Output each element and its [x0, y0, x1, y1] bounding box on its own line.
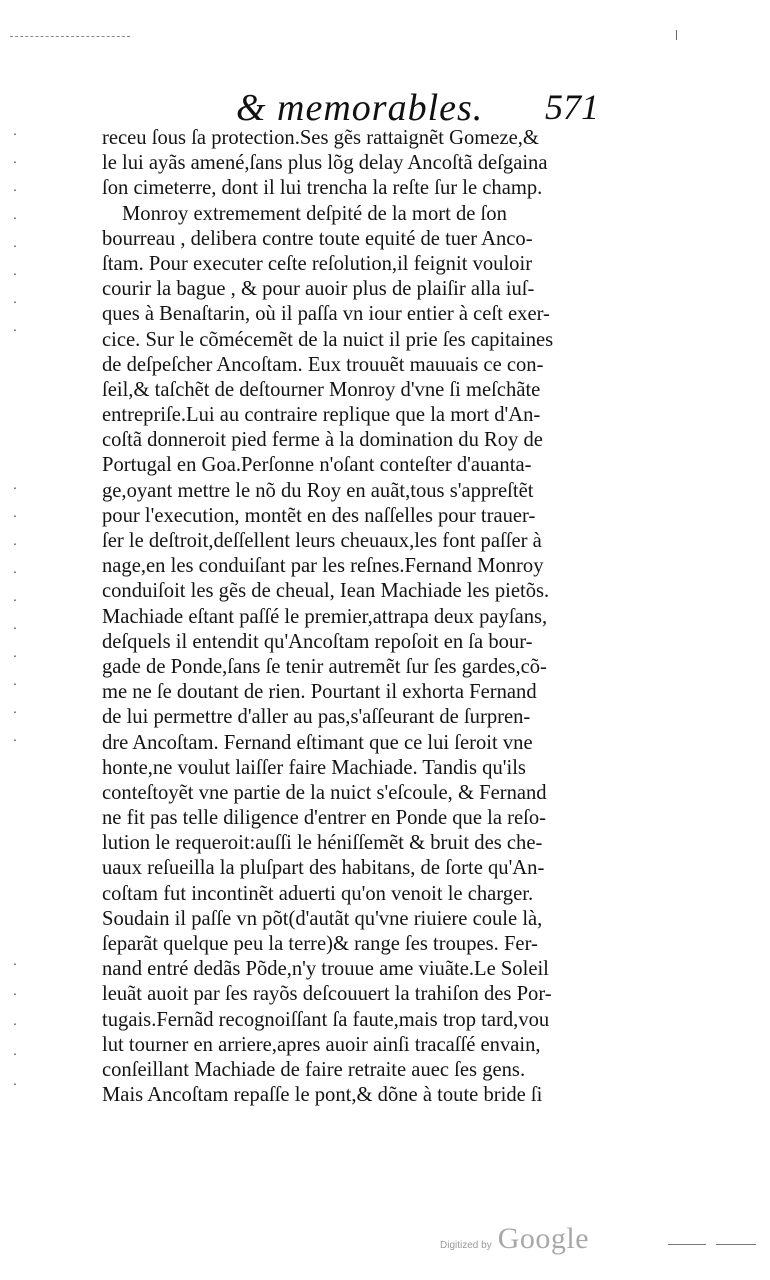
margin-mark: ·: [12, 650, 18, 665]
margin-mark: ·: [12, 538, 18, 553]
text-line: de lui permettre d'aller au pas,s'aſſeurant de ſurpren-: [102, 706, 531, 729]
text-line: ſeparãt quelque peu la terre)& range ſes troupes. Fer-: [102, 933, 538, 955]
scan-edge-mark: [10, 36, 130, 37]
margin-mark: ·: [12, 482, 18, 497]
text-line: cice. Sur le cõmécemẽt de la nuict il prie ſes capitaines: [102, 328, 554, 351]
text-line: Portugal en Goa.Perſonne n'oſant conteſter d'auanta-: [102, 454, 532, 477]
text-line: uaux reſueilla la pluſpart des habitans, de ſorte qu'An-: [102, 857, 545, 880]
google-logo: Google: [497, 1222, 590, 1255]
text-line: gade de Ponde,ſans ſe tenir autremẽt ſur ſes gardes,cõ-: [102, 655, 547, 678]
scan-edge-tick: [676, 30, 677, 40]
margin-mark: ·: [12, 1048, 18, 1063]
text-line: Soudain il paſſe vn põt(d'autãt qu'vne riuiere coule là,: [102, 907, 543, 930]
margin-mark: ·: [12, 212, 18, 227]
running-head: & memorables.: [236, 87, 484, 129]
text-line: le lui ayãs amené,ſans plus lõg delay Ancoſtã deſgaina: [102, 152, 548, 175]
text-line: ge,oyant mettre le nõ du Roy en auãt,tous s'appreſtẽt: [102, 479, 534, 502]
margin-mark: ·: [12, 184, 18, 199]
margin-mark: ·: [12, 268, 18, 283]
text-line: entrepriſe.Lui au contraire replique que la mort d'An-: [102, 404, 541, 427]
page-number: 571: [545, 87, 599, 127]
body-text: [102, 126, 604, 1108]
text-line: courir la bague , & pour auoir plus de plaiſir alla iuſ-: [102, 278, 535, 301]
digitized-watermark: [440, 1222, 590, 1255]
text-line: coſtã donneroit pied ferme à la domination du Roy de: [102, 429, 543, 452]
margin-mark: ·: [12, 324, 18, 339]
margin-mark: ·: [12, 566, 18, 581]
text-line: pour l'execution, montẽt en des naſſelles pour trauer-: [102, 504, 536, 527]
text-line: conteſtoyẽt vne partie de la nuict s'eſcoule, & Fernand: [102, 781, 547, 804]
margin-mark: ·: [12, 622, 18, 637]
scan-edge-line: [716, 1244, 756, 1245]
text-line: ques à Benaſtarin, où il paſſa vn iour entier à ceſt exer-: [102, 303, 550, 326]
margin-mark: ·: [12, 296, 18, 311]
text-line: lut tourner en arriere,apres auoir ainſi tracaſſé envain,: [102, 1033, 541, 1056]
watermark-prefix: Digitized by: [440, 1240, 492, 1251]
text-line: de deſpeſcher Ancoſtam. Eux trouuẽt mauuais ce con-: [102, 353, 544, 376]
text-line: nand entré dedãs Põde,n'y trouue ame viuãte.Le Soleil: [102, 958, 549, 981]
text-line: dre Ancoſtam. Fernand eſtimant que ce lui ſeroit vne: [102, 731, 533, 754]
text-line: lution le requeroit:auſſi le héniſſemẽt & bruit des che-: [102, 832, 543, 855]
margin-mark: ·: [12, 706, 18, 721]
text-line: coſtam fut incontinẽt aduerti qu'on venoit le charger.: [102, 882, 534, 905]
text-line: ne fit pas telle diligence d'entrer en Ponde que la reſo-: [102, 807, 547, 830]
text-line: conduiſoit les gẽs de cheual, Iean Machiade les pietõs.: [102, 580, 550, 603]
text-line: nage,en les conduiſant par les reſnes.Fernand Monroy: [102, 555, 544, 578]
text-line: ſon cimeterre, dont il lui trencha la reſte ſur le champ.: [102, 177, 543, 200]
margin-mark: ·: [12, 594, 18, 609]
text-line: bourreau , delibera contre toute equité de tuer Anco-: [102, 227, 533, 250]
margin-mark: ·: [12, 128, 18, 143]
margin-mark: ·: [12, 958, 18, 973]
margin-mark: ·: [12, 988, 18, 1003]
margin-mark: ·: [12, 1018, 18, 1033]
text-line: me ne ſe doutant de rien. Pourtant il exhorta Fernand: [102, 681, 537, 704]
margin-mark: ·: [12, 240, 18, 255]
margin-mark: ·: [12, 510, 18, 525]
text-line: conſeillant Machiade de faire retraite auec ſes gens.: [102, 1058, 526, 1081]
text-line: receu ſous ſa protection.Ses gẽs rattaignẽt Gomeze,&: [102, 127, 539, 149]
text-line: honte,ne voulut laiſſer faire Machiade. Tandis qu'ils: [102, 756, 526, 779]
margin-mark: ·: [12, 1078, 18, 1093]
text-line: Machiade eſtant paſſé le premier,attrapa deux payſans,: [102, 605, 548, 628]
margin-mark: ·: [12, 734, 18, 749]
text-line: Mais Ancoſtam repaſſe le pont,& dõne à toute bride ſi: [102, 1084, 543, 1107]
text-line: deſquels il entendit qu'Ancoſtam repoſoit en ſa bour-: [102, 630, 533, 653]
scan-edge-line: [668, 1244, 706, 1245]
text-line: ſer le deſtroit,deſſellent leurs cheuaux,les font paſſer à: [102, 530, 542, 552]
margin-mark: ·: [12, 678, 18, 693]
text-line: ſtam. Pour executer ceſte reſolution,il feignit vouloir: [102, 252, 533, 275]
text-line: leuãt auoit par ſes rayõs deſcouuert la trahiſon des Por-: [102, 983, 552, 1006]
text-line: Monroy extremement deſpité de la mort de ſon: [122, 202, 507, 225]
text-line: tugais.Fernãd recognoiſſant ſa faute,mais trop tard,vou: [102, 1008, 550, 1031]
margin-mark: ·: [12, 156, 18, 171]
text-line: ſeil,& taſchẽt de deſtourner Monroy d'vne ſi meſchãte: [102, 378, 541, 401]
